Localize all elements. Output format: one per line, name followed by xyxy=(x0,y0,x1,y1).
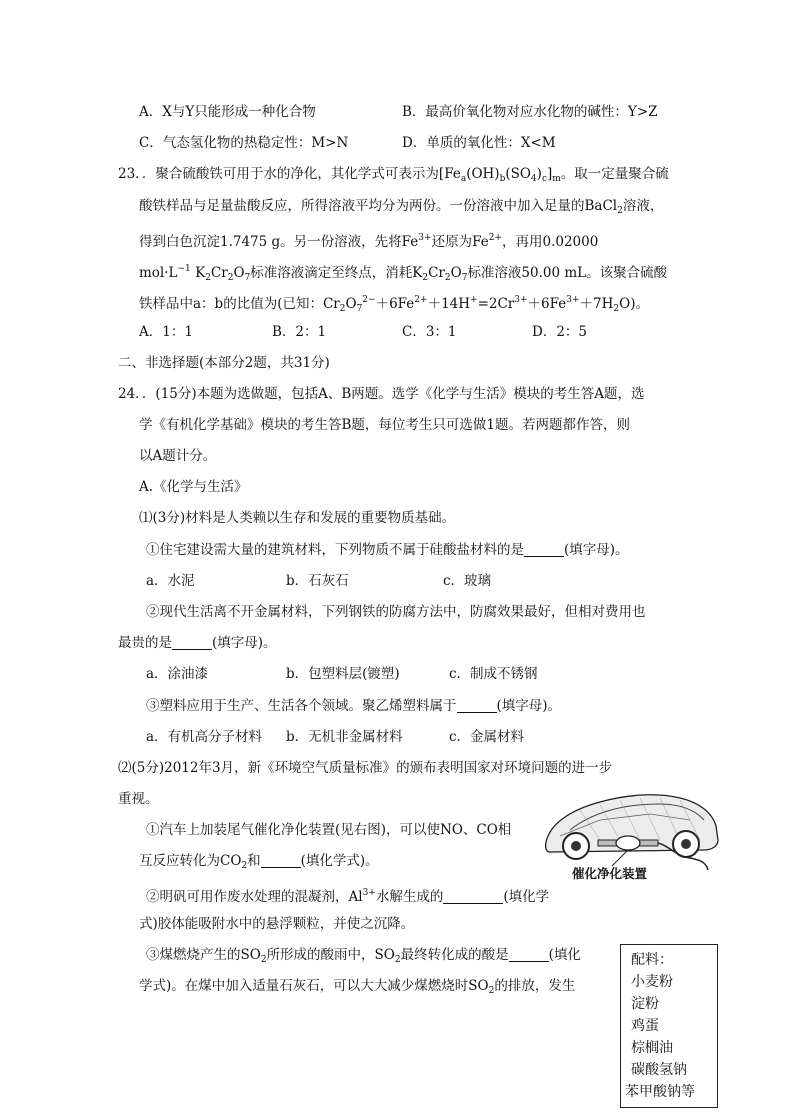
q24-p2-q3-line-1: ③煤燃烧产生的$SO_2$所形成的酸雨中，$SO_2$最终转化成的酸是 (填化 xyxy=(146,947,581,965)
q24-p2-q1-line-1: ①汽车上加装尾气催化净化装置(见右图)，可以使NO、CO相 xyxy=(146,822,512,838)
q23-line-2: 酸铁样品与足量盐酸反应，所得溶液平均分为两份。一份溶液中加入足量的BaCl$_2$溶液， xyxy=(139,198,664,216)
ingredient-item: 棕榈油 xyxy=(631,1040,673,1056)
q24-p2-q2-line-1: ②明矾可用作废水处理的混凝剂，$Al^{3+}$水解生成的 (填化学 xyxy=(146,888,550,905)
ingredient-item: 小麦粉 xyxy=(631,974,673,990)
section-heading: 二、非选择题(本部分2题，共31分) xyxy=(118,355,330,371)
catalytic-converter-figure xyxy=(540,780,720,890)
figure-caption: 催化净化装置 xyxy=(572,866,648,881)
q24-p1-q3-option-c: c．金属材料 xyxy=(449,729,525,745)
q24-p1-q3-option-a: a．有机高分子材料 xyxy=(146,729,263,745)
answer-blank[interactable] xyxy=(457,698,497,713)
q24-p1-q2-option-c: c．制成不锈钢 xyxy=(449,666,538,682)
q23-line-1: 23．．聚合硫酸铁可用于水的净化，其化学式可表示为$[Fe_a(OH)_b(SO_4)_c]_m$。取一定量聚合硫 xyxy=(118,166,669,184)
q23-line-5: 铁样品中a：b的比值为(已知：$Cr_2O_7^{2-}+6Fe^{2+}+14H^+=2Cr^{3+}+6Fe^{3+}+7H_2O$)。 xyxy=(139,295,649,314)
ingredient-item: 碳酸氢钠 xyxy=(631,1062,687,1078)
answer-blank[interactable] xyxy=(172,635,212,650)
ingredient-item: 苯甲酸钠等 xyxy=(625,1084,695,1100)
q23-option-c: C．3：1 xyxy=(402,324,457,340)
answer-blank[interactable] xyxy=(509,947,549,962)
q24-line-3: 以A题计分。 xyxy=(139,448,217,464)
q22-option-d: D．单质的氧化性：X<M xyxy=(402,135,556,151)
ingredient-list-box xyxy=(620,944,718,1108)
ingredient-item: 鸡蛋 xyxy=(631,1018,659,1034)
q24-line-2: 学《有机化学基础》模块的考生答B题，每位考生只可选做1题。若两题都作答，则 xyxy=(139,417,631,433)
q24-p2-q2-line-2: 式)胶体能吸附水中的悬浮颗粒，并使之沉降。 xyxy=(139,916,415,932)
q23-option-b: B．2：1 xyxy=(272,324,327,340)
q24-p1-q2-line-1: ②现代生活离不开金属材料，下列钢铁的防腐方法中，防腐效果最好，但相对费用也 xyxy=(146,604,646,620)
q23-line-4: $mol\cdot L^{-1}$ $K_2Cr_2O_7$标准溶液滴定至终点，消耗$K_2Cr_2O_7$标准溶液50.00 mL。该聚合硫酸 xyxy=(139,264,668,283)
ingredient-list-title: 配料： xyxy=(631,952,673,968)
q22-option-a: A．X与Y只能形成一种化合物 xyxy=(139,104,316,120)
q23-option-d: D．2：5 xyxy=(532,324,588,340)
q22-option-b: B．最高价氧化物对应水化物的碱性：Y>Z xyxy=(402,104,658,120)
q23-option-a: A．1：1 xyxy=(139,324,193,340)
q24-part2-line-2: 重视。 xyxy=(118,791,159,807)
answer-blank[interactable] xyxy=(261,853,301,868)
q24-p1-q2-option-b: b．包塑料层(镀塑) xyxy=(286,666,400,682)
q23-line-3: 得到白色沉淀1.7475 g。另一份溶液，先将$Fe^{3+}$还原为$Fe^{2+}$，再用0.02000 xyxy=(139,233,599,250)
q24-p1-q1-option-c: c．玻璃 xyxy=(443,573,492,589)
q24-part-a-heading: A.《化学与生活》 xyxy=(139,479,248,495)
q24-p1-q2-option-a: a．涂油漆 xyxy=(146,666,209,682)
q24-part2-line-1: ⑵(5分)2012年3月，新《环境空气质量标准》的颁布表明国家对环境问题的进一步 xyxy=(118,760,613,776)
q24-p1-q1-option-b: b．石灰石 xyxy=(286,573,349,589)
q24-p1-q3: ③塑料应用于生产、生活各个领域。聚乙烯塑料属于 (填字母)。 xyxy=(146,698,562,714)
q24-part1-title: ⑴(3分)材料是人类赖以生存和发展的重要物质基础。 xyxy=(139,510,456,526)
q24-p1-q3-option-b: b．无机非金属材料 xyxy=(286,729,403,745)
answer-blank[interactable] xyxy=(443,889,503,904)
q24-p1-q2-line-2: 最贵的是 (填字母)。 xyxy=(118,635,277,651)
q24-p1-q1: ①住宅建设需大量的建筑材料，下列物质不属于硅酸盐材料的是 (填字母)。 xyxy=(146,542,629,558)
ingredient-item: 淀粉 xyxy=(631,996,659,1012)
answer-blank[interactable] xyxy=(524,542,564,557)
q24-line-1: 24．．(15分)本题为选做题，包括A、B两题。选学《化学与生活》模块的考生答A题，选 xyxy=(118,386,645,402)
q22-option-c: C．气态氢化物的热稳定性：M>N xyxy=(139,135,349,151)
q24-p2-q1-line-2: 互反应转化为$CO_2$和 (填化学式)。 xyxy=(139,853,379,871)
q24-p2-q3-line-2: 学式)。在煤中加入适量石灰石，可以大大减少煤燃烧时$SO_2$的排放，发生 xyxy=(139,978,576,996)
q24-p1-q1-option-a: a．水泥 xyxy=(146,573,195,589)
